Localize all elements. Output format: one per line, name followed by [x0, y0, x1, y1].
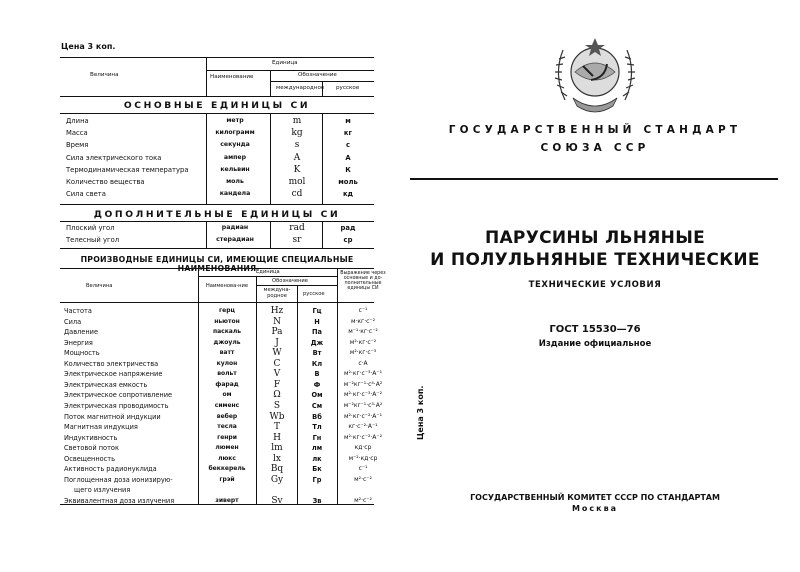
- ussr-emblem-icon: [545, 30, 645, 118]
- expression-cell: с⁻¹: [358, 307, 368, 314]
- derived-header-name: Наименова-ние: [205, 283, 249, 289]
- quantity-cell: Сила света: [66, 190, 106, 199]
- table-row: [60, 307, 374, 318]
- unit-name-cell: кельвин: [220, 165, 250, 173]
- header-quantity: Величина: [90, 72, 119, 78]
- unit-name-cell: ампер: [223, 153, 247, 161]
- quantity-cell: Плоский угол: [66, 224, 115, 232]
- expression-cell: м²·с⁻²: [354, 475, 372, 483]
- rus-symbol-cell: Кл: [311, 359, 323, 368]
- quantity-cell: Давление: [64, 328, 99, 337]
- quantity-cell: Освещенность: [64, 454, 116, 463]
- rus-symbol-cell: м: [345, 117, 351, 125]
- derived-header-unit: Единица: [256, 269, 280, 275]
- rus-symbol-cell: К: [345, 165, 351, 174]
- document-title-line2: И ПОЛУЛЬНЯНЫЕ ТЕХНИЧЕСКИЕ: [430, 250, 760, 270]
- unit-name-cell: ом: [222, 391, 232, 399]
- intl-symbol-cell: sr: [292, 235, 302, 245]
- table-row: [60, 348, 377, 360]
- intl-symbol-cell: Wb: [269, 411, 285, 422]
- rus-symbol-cell: кг: [343, 129, 353, 138]
- state-standard-subtitle: СОЮЗА ССР: [540, 142, 650, 154]
- table-row: [60, 337, 377, 350]
- quantity-cell: Сила: [64, 317, 82, 326]
- quantity-cell: Количество электричества: [64, 359, 159, 368]
- rus-symbol-cell: рад: [340, 224, 356, 232]
- vertical-price-label: Цена 3 коп.: [416, 385, 425, 440]
- quantity-cell: Индуктивность: [64, 433, 118, 442]
- table-row: [60, 486, 374, 497]
- table-row: [60, 432, 382, 445]
- header-international: международное: [276, 85, 325, 91]
- quantity-cell: Частота: [64, 307, 92, 315]
- derived-header-quantity: Величина: [86, 283, 113, 289]
- table-row: [60, 236, 374, 247]
- document-title-line1: ПАРУСИНЫ ЛЬНЯНЫЕ: [484, 228, 706, 248]
- table-row: [60, 497, 374, 508]
- expression-cell: м⁻²кг⁻¹·с⁴·А²: [343, 380, 383, 388]
- rus-symbol-cell: Н: [314, 317, 320, 326]
- expression-cell: м⁻²кг⁻¹·с³·А²: [343, 401, 383, 409]
- intl-symbol-cell: rad: [289, 223, 305, 233]
- quantity-cell: щего излучения: [74, 486, 131, 495]
- table-row: [60, 154, 374, 165]
- intl-symbol-cell: A: [293, 152, 301, 163]
- rus-symbol-cell: с: [345, 141, 351, 150]
- rus-symbol-cell: кд: [342, 190, 354, 199]
- unit-name-cell: герц: [219, 307, 235, 314]
- intl-symbol-cell: W: [272, 348, 282, 359]
- table-row: [60, 117, 374, 128]
- edition-label: Издание официальное: [538, 339, 652, 349]
- header-unit: Единица: [272, 60, 298, 66]
- table-row: [60, 318, 374, 329]
- unit-name-cell: вебер: [216, 412, 238, 420]
- header-name: Наименование: [210, 74, 254, 80]
- unit-name-cell: беккерель: [208, 465, 246, 473]
- unit-name-cell: фарад: [215, 380, 239, 388]
- expression-cell: м·кг·с⁻²: [351, 317, 375, 325]
- expression-cell: с⁻¹: [358, 465, 368, 473]
- derived-header-international: междуна-родное: [263, 287, 291, 299]
- document-subtitle: ТЕХНИЧЕСКИЕ УСЛОВИЯ: [528, 280, 662, 290]
- derived-header-expression: Выражение через основные и до-полнительные единицы СИ: [340, 271, 386, 291]
- quantity-cell: Длина: [66, 117, 89, 125]
- intl-symbol-cell: Hz: [270, 306, 284, 316]
- intl-symbol-cell: m: [292, 116, 302, 126]
- intl-symbol-cell: mol: [288, 177, 306, 187]
- table-row: [60, 453, 378, 466]
- table-row: [60, 422, 378, 434]
- quantity-cell: Телесный угол: [66, 236, 120, 244]
- unit-name-cell: секунда: [220, 141, 250, 149]
- expression-cell: кд·ср: [354, 444, 372, 452]
- expression-cell: м⁻²·кд·ср: [348, 454, 378, 462]
- quantity-cell: Электрическая емкость: [64, 380, 148, 389]
- table-row: [60, 360, 374, 371]
- quantity-cell: Электрическое сопротивление: [64, 391, 173, 400]
- quantity-cell: Количество вещества: [66, 178, 145, 186]
- quantity-cell: Световой поток: [64, 444, 119, 453]
- table-row: [60, 379, 383, 392]
- price-label: Цена 3 коп.: [61, 42, 116, 51]
- rus-symbol-cell: Гц: [312, 307, 322, 315]
- rus-symbol-cell: Гн: [312, 433, 322, 442]
- derived-header-designation: Обозначение: [272, 278, 308, 284]
- derived-units-title: ПРОИЗВОДНЫЕ ЕДИНИЦЫ СИ, ИМЕЮЩИЕ СПЕЦИАЛЬНЫЕ НАИМЕНОВАНИЯ: [80, 255, 354, 273]
- rus-symbol-cell: лк: [312, 454, 322, 463]
- header-russian: русское: [336, 85, 360, 91]
- quantity-cell: Термодинамическая температура: [66, 165, 189, 174]
- intl-symbol-cell: kg: [291, 128, 303, 139]
- rus-symbol-cell: лм: [311, 444, 323, 453]
- table-row: [60, 390, 382, 402]
- header-designation: Обозначение: [298, 72, 337, 78]
- extra-units-title: ДОПОЛНИТЕЛЬНЫЕ ЕДИНИЦЫ СИ: [93, 209, 341, 220]
- unit-name-cell: тесла: [217, 423, 237, 431]
- derived-units-header: [60, 268, 386, 302]
- unit-name-cell: генри: [217, 433, 237, 441]
- rus-symbol-cell: Ф: [313, 380, 321, 389]
- quantity-cell: Поглощенная доза ионизирую-: [64, 475, 173, 484]
- gost-number: ГОСТ 15530—76: [549, 324, 641, 335]
- rus-symbol-cell: Вб: [312, 412, 322, 421]
- expression-cell: кг·с⁻²·А⁻¹: [348, 423, 378, 431]
- intl-symbol-cell: Bq: [270, 464, 284, 475]
- intl-symbol-cell: cd: [291, 189, 303, 200]
- rus-symbol-cell: См: [311, 401, 323, 410]
- expression-cell: м²·с⁻²: [354, 496, 372, 504]
- intl-symbol-cell: Pa: [271, 327, 283, 338]
- unit-name-cell: люкс: [218, 454, 236, 462]
- unit-name-cell: ньютон: [214, 317, 240, 325]
- unit-name-cell: зиверт: [215, 496, 239, 504]
- rus-symbol-cell: Па: [312, 328, 322, 337]
- intl-symbol-cell: J: [275, 337, 279, 348]
- table-row: [60, 465, 374, 476]
- city-name: Москва: [571, 504, 619, 513]
- intl-symbol-cell: s: [294, 140, 300, 151]
- intl-symbol-cell: S: [273, 400, 281, 411]
- quantity-cell: Эквивалентная доза излучения: [64, 496, 175, 505]
- table-row: [60, 327, 378, 339]
- intl-symbol-cell: lm: [271, 443, 283, 454]
- unit-name-cell: грэй: [219, 475, 235, 483]
- unit-name-cell: паскаль: [212, 328, 242, 336]
- table-row: [60, 224, 374, 235]
- unit-name-cell: сименс: [214, 401, 240, 409]
- unit-name-cell: метр: [226, 117, 244, 124]
- rus-symbol-cell: ср: [343, 236, 353, 244]
- expression-cell: м²·кг·с⁻²·А⁻¹: [344, 412, 382, 420]
- quantity-cell: Магнитная индукция: [64, 423, 138, 432]
- table-row: [60, 141, 374, 152]
- quantity-cell: Активность радионуклида: [64, 465, 157, 474]
- rus-symbol-cell: В: [314, 370, 320, 379]
- expression-cell: м²·кг·с⁻³·А⁻²: [344, 391, 382, 399]
- intl-symbol-cell: F: [273, 379, 281, 390]
- unit-name-cell: люмен: [215, 444, 239, 452]
- rus-symbol-cell: Тл: [312, 423, 322, 432]
- unit-name-cell: ватт: [219, 349, 235, 357]
- table-row: [60, 476, 374, 487]
- expression-cell: м²·кг·с⁻²: [349, 338, 377, 346]
- rus-symbol-cell: Дж: [310, 338, 324, 347]
- intl-symbol-cell: Sv: [271, 495, 283, 506]
- quantity-cell: Поток магнитной индукции: [64, 412, 161, 421]
- quantity-cell: Сила электрического тока: [66, 153, 162, 162]
- rus-symbol-cell: Бк: [312, 465, 322, 474]
- base-units-title: ОСНОВНЫЕ ЕДИНИЦЫ СИ: [123, 100, 311, 111]
- intl-symbol-cell: V: [273, 369, 281, 380]
- table-row: [60, 166, 374, 177]
- intl-symbol-cell: H: [273, 432, 281, 443]
- intl-symbol-cell: Ω: [273, 390, 281, 401]
- committee-name: ГОСУДАРСТВЕННЫЙ КОМИТЕТ СССР ПО СТАНДАРТАМ: [470, 493, 720, 502]
- intl-symbol-cell: C: [273, 358, 281, 369]
- unit-name-cell: джоуль: [213, 338, 241, 346]
- table-row: [60, 369, 382, 381]
- intl-symbol-cell: N: [273, 316, 281, 327]
- rus-symbol-cell: моль: [338, 178, 358, 186]
- table-row: [60, 444, 374, 455]
- expression-cell: м⁻¹·кг·с⁻²: [348, 328, 378, 336]
- quantity-cell: Электрическое напряжение: [64, 370, 163, 379]
- quantity-cell: Электрическая проводимость: [64, 401, 169, 410]
- expression-cell: с·А: [358, 359, 368, 367]
- rus-symbol-cell: А: [345, 153, 351, 162]
- intl-symbol-cell: T: [273, 422, 280, 433]
- table-row: [60, 178, 374, 189]
- unit-name-cell: вольт: [217, 370, 237, 378]
- unit-name-cell: кандела: [219, 190, 251, 198]
- quantity-cell: Масса: [66, 129, 88, 138]
- table-row: [60, 190, 374, 201]
- rus-symbol-cell: Гр: [312, 475, 322, 484]
- base-units-header: [60, 57, 374, 97]
- rus-symbol-cell: Ом: [311, 391, 323, 400]
- quantity-cell: Мощность: [64, 349, 100, 358]
- expression-cell: м²·кг·с⁻²·А⁻²: [344, 433, 382, 441]
- expression-cell: м²·кг·с⁻³: [349, 349, 377, 357]
- expression-cell: м²·кг·с⁻³·А⁻¹: [344, 370, 382, 378]
- state-standard-title: ГОСУДАРСТВЕННЫЙ СТАНДАРТ: [448, 124, 742, 136]
- intl-symbol-cell: Gy: [270, 474, 284, 485]
- table-row: [60, 411, 382, 424]
- table-row: [60, 129, 374, 140]
- rus-symbol-cell: Вт: [312, 349, 322, 358]
- unit-name-cell: килограмм: [215, 129, 255, 137]
- unit-name-cell: кулон: [216, 359, 238, 367]
- derived-header-russian: русское: [303, 291, 325, 297]
- table-row: [60, 400, 383, 413]
- intl-symbol-cell: lx: [273, 453, 281, 464]
- quantity-cell: Время: [66, 141, 89, 150]
- rus-symbol-cell: Зв: [312, 496, 322, 505]
- unit-name-cell: радиан: [221, 224, 249, 231]
- unit-name-cell: стерадиан: [216, 236, 254, 243]
- unit-name-cell: моль: [226, 178, 244, 185]
- quantity-cell: Энергия: [64, 338, 93, 347]
- intl-symbol-cell: K: [293, 164, 301, 175]
